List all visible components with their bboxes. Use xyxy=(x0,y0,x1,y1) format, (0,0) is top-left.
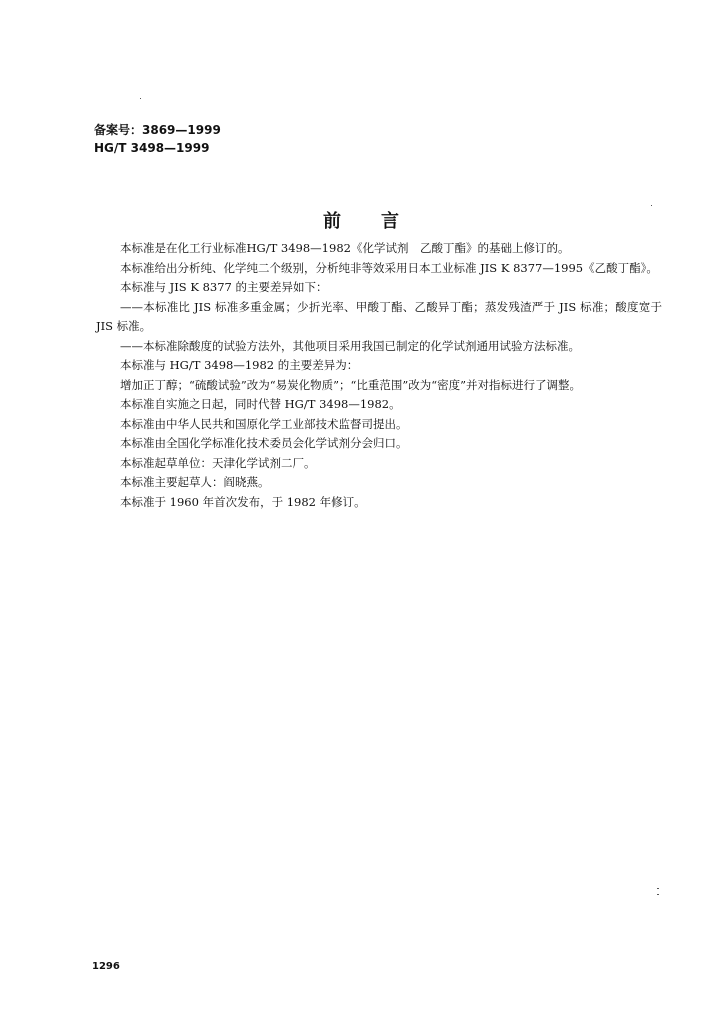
paragraph: 本标准自实施之日起，同时代替 HG/T 3498—1982。 xyxy=(120,397,401,411)
paragraph: 本标准主要起草人：阎晓燕。 xyxy=(120,475,270,489)
paragraph: 增加正丁醇；“硫酸试验”改为“易炭化物质”；“比重范围”改为“密度”并对指标进行了调整。 xyxy=(120,377,582,392)
foreword-body xyxy=(96,239,662,512)
paragraph: 本标准给出分析纯、化学纯二个级别，分析纯非等效采用日本工业标准 JIS K 8377—1995《乙酸丁酯》。 xyxy=(120,260,658,275)
paragraph: ——本标准除酸度的试验方法外，其他项目采用我国已制定的化学试剂通用试验方法标准。 xyxy=(120,338,580,353)
standard-code: HG/T 3498—1999 xyxy=(94,141,210,155)
scan-speck xyxy=(651,205,652,206)
paragraph: 本标准与 HG/T 3498—1982 的主要差异为： xyxy=(120,358,359,372)
paragraph: 本标准与 JIS K 8377 的主要差异如下： xyxy=(120,280,328,294)
paragraph: 本标准由中华人民共和国原化学工业部技术监督司提出。 xyxy=(120,416,408,431)
page-number: 1296 xyxy=(92,961,120,972)
paragraph: 本标准起草单位：天津化学试剂二厂。 xyxy=(120,455,316,470)
scan-speck xyxy=(657,894,659,895)
filing-number: 备案号：3869—1999 xyxy=(94,123,221,137)
scan-speck xyxy=(140,98,141,99)
paragraph: 本标准于 1960 年首次发布，于 1982 年修订。 xyxy=(120,494,366,509)
paragraph: ——本标准比 JIS 标准多重金属；少折光率、甲酸丁酯、乙酸异丁酯；蒸发残渣严于 JIS 标准；酸度宽于 JIS 标准。 xyxy=(96,299,662,333)
document-header xyxy=(94,121,221,157)
page-title: 前言 xyxy=(323,211,439,232)
scan-speck xyxy=(657,888,659,889)
paragraph: 本标准由全国化学标准化技术委员会化学试剂分会归口。 xyxy=(120,436,408,450)
paragraph: 本标准是在化工行业标准HG/T 3498—1982《化学试剂 乙酸丁酯》的基础上修订的。 xyxy=(120,241,570,255)
